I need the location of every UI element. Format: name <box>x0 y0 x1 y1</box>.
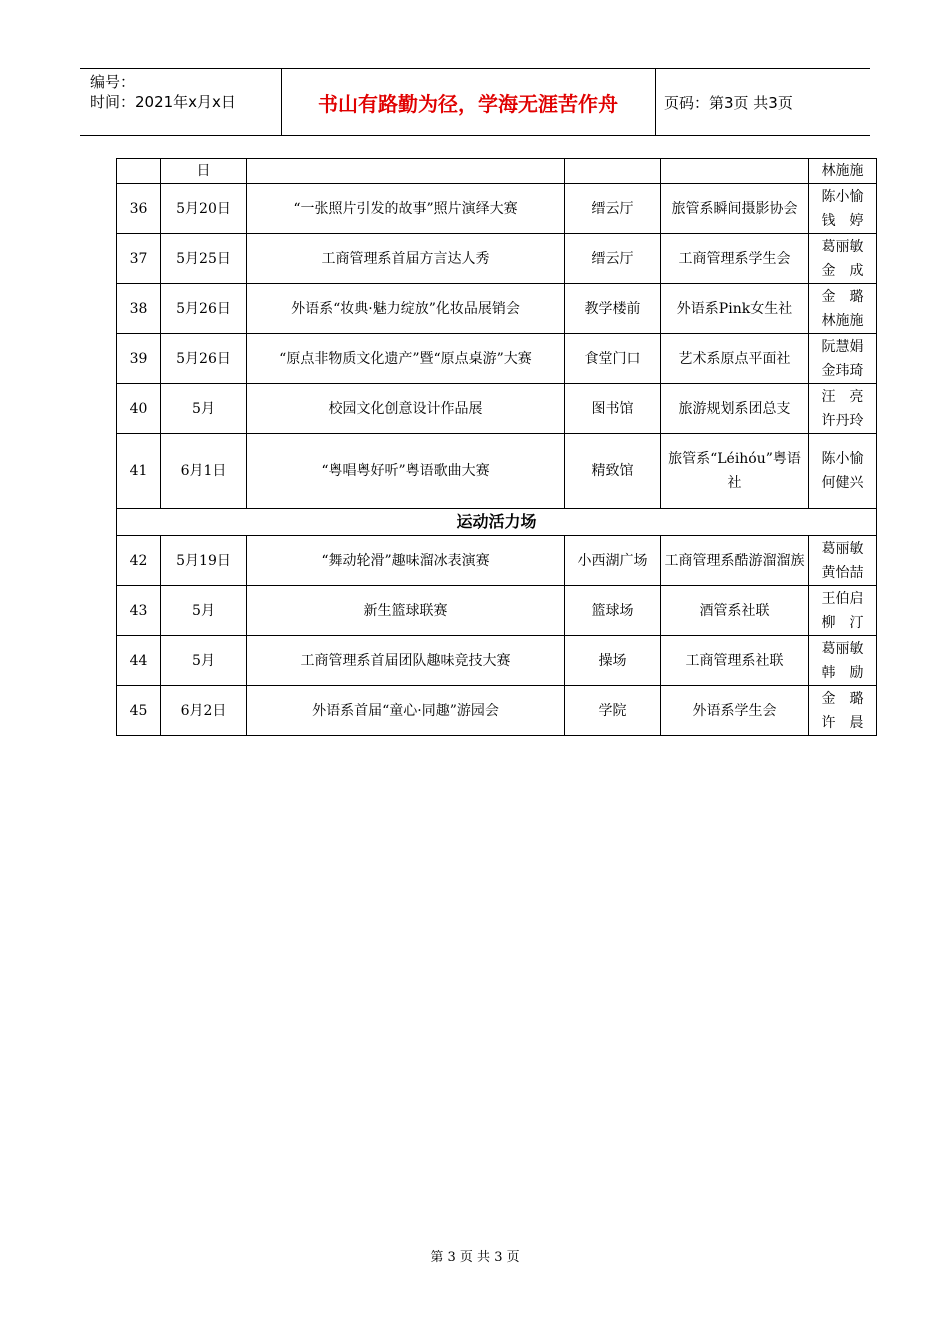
cell-staff <box>809 184 877 234</box>
cell-date: 5月26日 <box>161 334 247 384</box>
cell-number <box>117 159 161 184</box>
header-divider <box>655 68 656 136</box>
table-row <box>117 234 877 284</box>
cell-event: “粤唱粤好听”粤语歌曲大赛 <box>247 434 565 509</box>
cell-organizer <box>661 159 809 184</box>
staff-name: 林施施 <box>821 163 864 179</box>
cell-venue: 精致馆 <box>565 434 661 509</box>
cell-staff <box>809 586 877 636</box>
table-row <box>117 284 877 334</box>
section-header-row <box>117 509 877 536</box>
cell-organizer: 酒管系社联 <box>661 586 809 636</box>
cell-event: “原点非物质文化遗产”暨“原点桌游”大赛 <box>247 334 565 384</box>
cell-staff <box>809 384 877 434</box>
cell-number: 42 <box>117 536 161 586</box>
cell-venue: 教学楼前 <box>565 284 661 334</box>
cell-date: 日 <box>161 159 247 184</box>
cell-date: 6月2日 <box>161 686 247 736</box>
cell-date: 5月19日 <box>161 536 247 586</box>
cell-venue: 食堂门口 <box>565 334 661 384</box>
staff-name: 金 璐 <box>821 690 864 707</box>
cell-number: 37 <box>117 234 161 284</box>
cell-venue: 图书馆 <box>565 384 661 434</box>
table-row <box>117 184 877 234</box>
table-row <box>117 434 877 509</box>
staff-name: 金 成 <box>821 262 864 279</box>
cell-organizer: 工商管理系酷游溜溜族 <box>661 536 809 586</box>
cell-organizer: 工商管理系社联 <box>661 636 809 686</box>
cell-event: 校园文化创意设计作品展 <box>247 384 565 434</box>
cell-number: 44 <box>117 636 161 686</box>
table-row <box>117 636 877 686</box>
cell-event <box>247 159 565 184</box>
cell-event: 外语系首届“童心·同趣”游园会 <box>247 686 565 736</box>
cell-number: 43 <box>117 586 161 636</box>
cell-organizer: 外语系Pink女生社 <box>661 284 809 334</box>
staff-name: 何健兴 <box>821 475 864 491</box>
cell-event: 工商管理系首届方言达人秀 <box>247 234 565 284</box>
header-motto: 书山有路勤为径，学海无涯苦作舟 <box>318 91 618 116</box>
cell-organizer: 工商管理系学生会 <box>661 234 809 284</box>
cell-number: 41 <box>117 434 161 509</box>
cell-venue <box>565 159 661 184</box>
section-title: 运动活力场 <box>117 509 877 536</box>
table-row <box>117 159 877 184</box>
staff-name: 许丹玲 <box>821 412 864 429</box>
cell-staff <box>809 234 877 284</box>
cell-date: 6月1日 <box>161 434 247 509</box>
cell-number: 36 <box>117 184 161 234</box>
header-meta <box>90 72 236 112</box>
page-footer: 第 3 页 共 3 页 <box>430 1250 520 1265</box>
cell-staff <box>809 159 877 184</box>
staff-name: 许 晨 <box>821 714 864 731</box>
cell-number: 38 <box>117 284 161 334</box>
cell-number: 39 <box>117 334 161 384</box>
staff-name: 汪 亮 <box>821 388 864 405</box>
cell-venue: 小西湖广场 <box>565 536 661 586</box>
cell-organizer: 外语系学生会 <box>661 686 809 736</box>
cell-venue: 篮球场 <box>565 586 661 636</box>
cell-venue: 学院 <box>565 686 661 736</box>
schedule-table <box>116 158 877 736</box>
cell-organizer: 旅管系“Léihóu”粤语社 <box>661 434 809 509</box>
staff-name: 黄怡喆 <box>821 564 864 581</box>
table-row <box>117 536 877 586</box>
staff-name: 柳 汀 <box>821 614 864 631</box>
table-row <box>117 586 877 636</box>
cell-number: 45 <box>117 686 161 736</box>
staff-name: 金玮琦 <box>821 362 864 379</box>
cell-event: 新生篮球联赛 <box>247 586 565 636</box>
table-row <box>117 384 877 434</box>
cell-date: 5月 <box>161 636 247 686</box>
page-header <box>80 68 870 136</box>
cell-date: 5月20日 <box>161 184 247 234</box>
cell-staff <box>809 636 877 686</box>
table-row <box>117 686 877 736</box>
cell-organizer: 旅游规划系团总支 <box>661 384 809 434</box>
staff-name: 金 璐 <box>821 288 864 305</box>
cell-staff <box>809 536 877 586</box>
cell-number: 40 <box>117 384 161 434</box>
cell-organizer: 旅管系瞬间摄影协会 <box>661 184 809 234</box>
cell-staff <box>809 686 877 736</box>
cell-date: 5月 <box>161 384 247 434</box>
cell-organizer: 艺术系原点平面社 <box>661 334 809 384</box>
cell-event: “一张照片引发的故事”照片演绎大赛 <box>247 184 565 234</box>
staff-name: 阮慧娟 <box>821 338 864 355</box>
staff-name: 葛丽敏 <box>821 640 864 657</box>
staff-name: 王伯启 <box>821 590 864 607</box>
cell-event: 工商管理系首届团队趣味竞技大赛 <box>247 636 565 686</box>
cell-date: 5月 <box>161 586 247 636</box>
staff-name: 葛丽敏 <box>821 238 864 255</box>
cell-venue: 操场 <box>565 636 661 686</box>
document-time-label: 时间：2021年x月x日 <box>90 93 236 111</box>
cell-staff <box>809 434 877 509</box>
cell-staff <box>809 284 877 334</box>
staff-name: 陈小愉 <box>821 451 864 467</box>
staff-name: 钱 婷 <box>821 212 864 229</box>
document-number-label: 编号： <box>90 73 136 91</box>
header-page-number: 页码：第3页 共3页 <box>664 93 793 112</box>
table-row <box>117 334 877 384</box>
cell-venue: 缙云厅 <box>565 184 661 234</box>
staff-name: 韩 励 <box>821 664 864 681</box>
cell-event: 外语系“妆典·魅力绽放”化妆品展销会 <box>247 284 565 334</box>
cell-date: 5月26日 <box>161 284 247 334</box>
staff-name: 林施施 <box>821 312 864 329</box>
cell-venue: 缙云厅 <box>565 234 661 284</box>
cell-event: “舞动轮滑”趣味溜冰表演赛 <box>247 536 565 586</box>
staff-name: 陈小愉 <box>821 188 864 205</box>
cell-staff <box>809 334 877 384</box>
cell-date: 5月25日 <box>161 234 247 284</box>
staff-name: 葛丽敏 <box>821 540 864 557</box>
